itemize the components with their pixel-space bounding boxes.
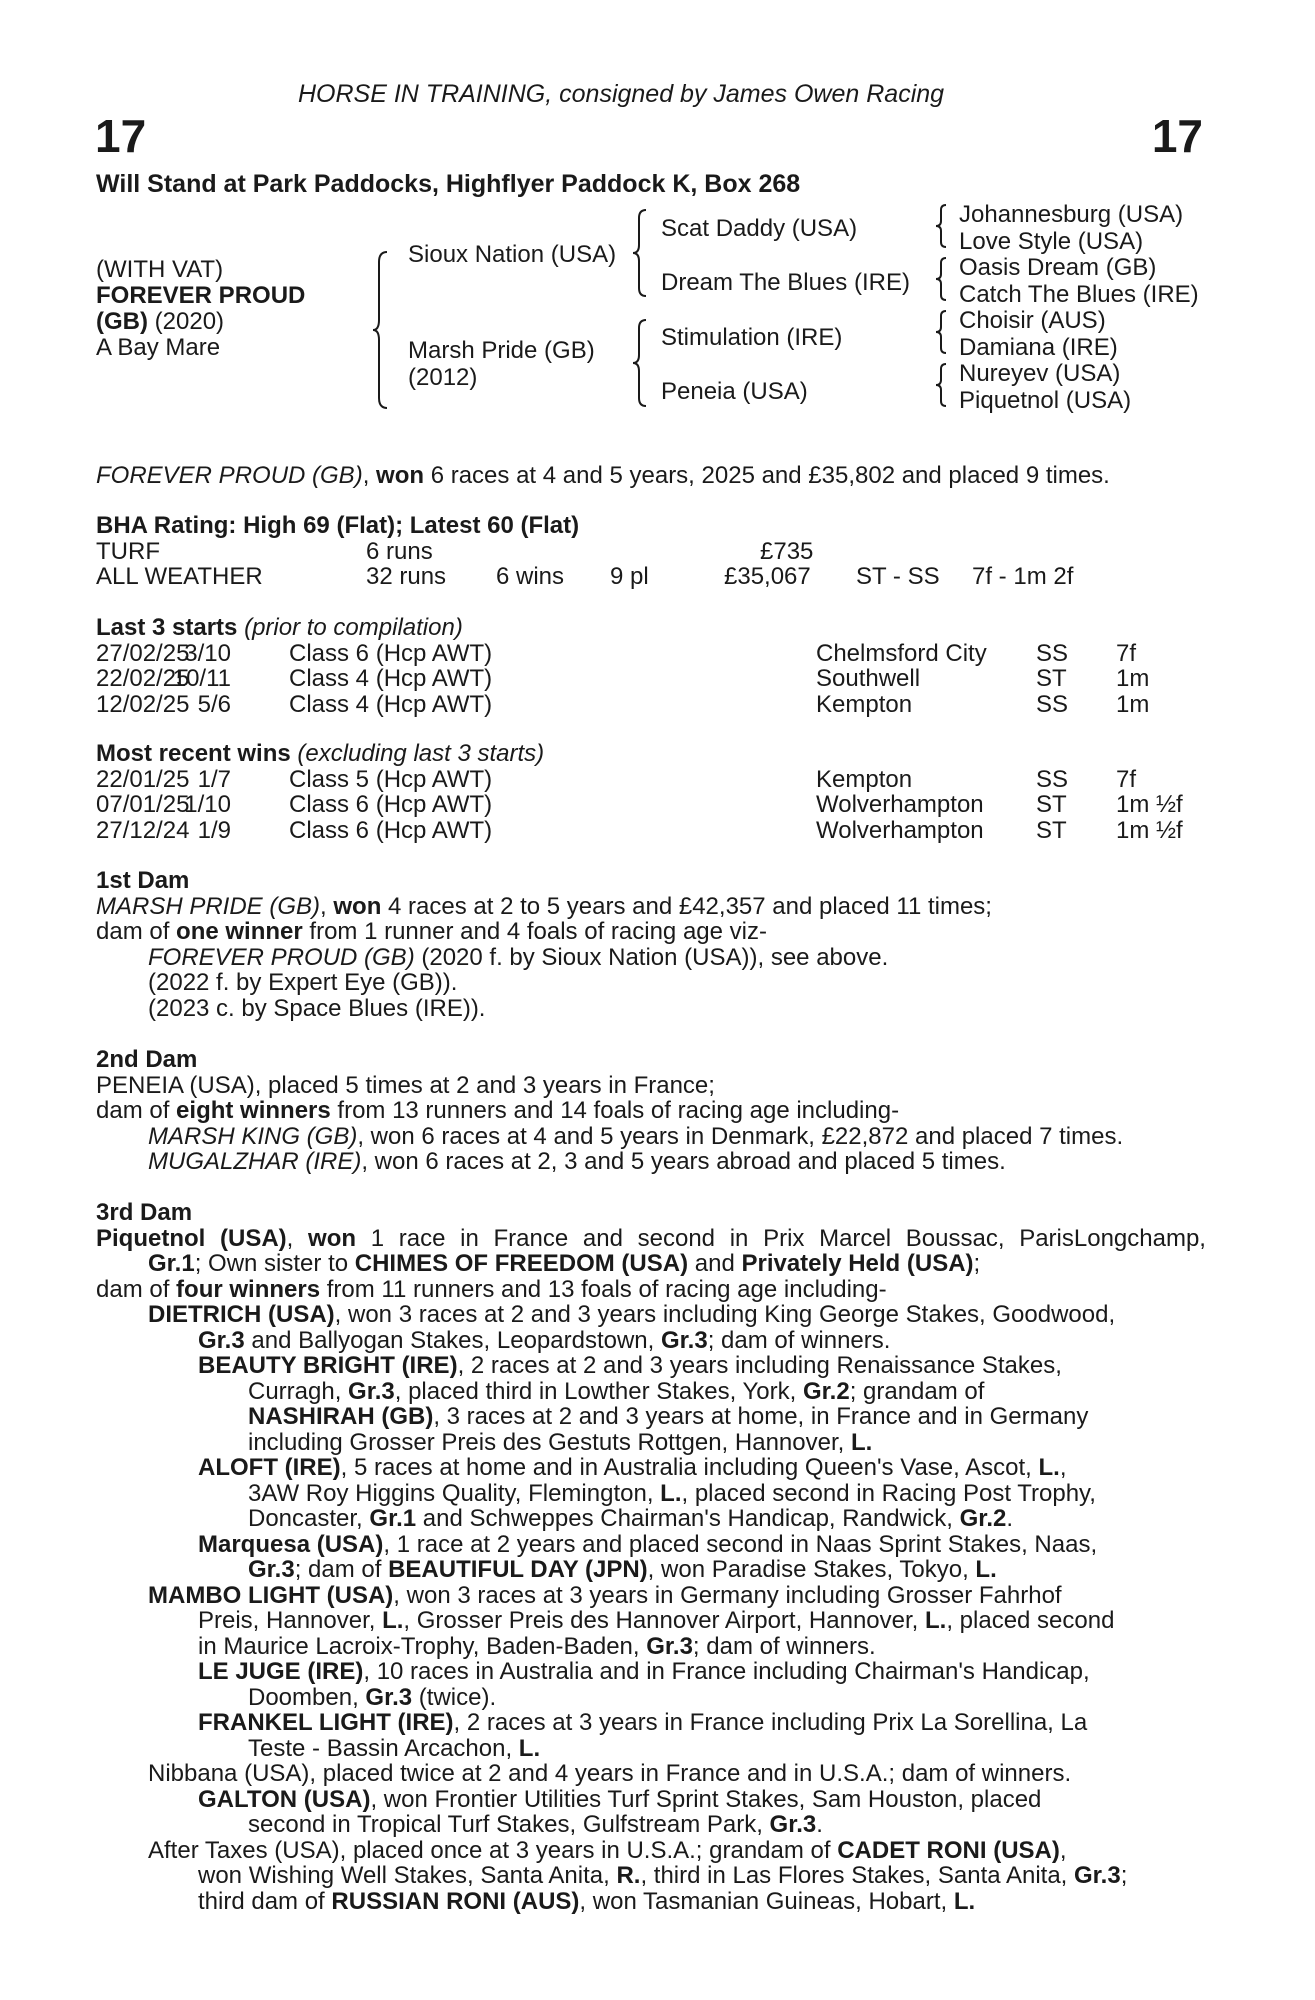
text: , 1 race at 2 years and placed second in Naas Sprint Stakes, Naas, bbox=[383, 1530, 1098, 1558]
start-position: 10/11 bbox=[172, 665, 231, 692]
win-date: 07/01/25 bbox=[96, 791, 190, 818]
offspring-name: RUSSIAN RONI (AUS) bbox=[331, 1887, 580, 1915]
text: (2020 f. by Sioux Nation (USA)), see above. bbox=[414, 943, 889, 971]
start-position: 5/6 bbox=[197, 690, 231, 718]
win-position: 1/10 bbox=[184, 791, 231, 818]
text: Preis, Hannover, bbox=[198, 1607, 383, 1634]
offspring-name: DIETRICH (USA) bbox=[148, 1301, 335, 1328]
grade: Gr.2 bbox=[959, 1505, 1007, 1532]
third-dam-line bbox=[96, 1838, 1206, 1864]
text: , won Tasmanian Guineas, Hobart, bbox=[579, 1887, 954, 1915]
text: , bbox=[286, 1224, 309, 1252]
text: dam of bbox=[96, 918, 177, 945]
text: 1 race in France and second in Prix Marcel Boussac, ParisLongchamp, bbox=[356, 1224, 1206, 1252]
text: and Schweppes Chairman's Handicap, Randwick, bbox=[416, 1505, 960, 1532]
pedigree-sire-sire: Scat Daddy (USA) bbox=[661, 215, 858, 242]
win-surface: ST bbox=[1036, 791, 1067, 818]
text: . bbox=[1006, 1505, 1014, 1532]
win-course: Wolverhampton bbox=[816, 791, 984, 818]
comma: , bbox=[320, 892, 334, 920]
winner-count: eight winners bbox=[176, 1097, 331, 1124]
pedigree-g7: Nureyev (USA) bbox=[959, 360, 1121, 387]
wins-note: (excluding last 3 starts) bbox=[290, 740, 545, 767]
text: , won 6 races at 4 and 5 years in Denmark, £22,872 and placed 7 times. bbox=[357, 1122, 1124, 1150]
third-dam-line: Nibbana (USA), placed twice at 2 and 4 years in France and in U.S.A.; dam of winners. bbox=[148, 1760, 1072, 1787]
wins-heading-line bbox=[96, 741, 1206, 767]
third-dam-line bbox=[96, 1226, 1206, 1252]
sibling-name: CHIMES OF FREEDOM (USA) bbox=[354, 1250, 689, 1277]
third-dam-line bbox=[96, 1455, 1206, 1481]
third-dam-heading: 3rd Dam bbox=[96, 1199, 193, 1226]
text: Curragh, bbox=[248, 1377, 349, 1405]
summary-comma: , bbox=[362, 462, 377, 489]
text: third dam of bbox=[198, 1887, 332, 1915]
text: , 2 races at 2 and 3 years including Renaissance Stakes, bbox=[457, 1352, 1062, 1379]
third-dam-line bbox=[96, 1379, 1206, 1405]
offspring-name: FOREVER PROUD (GB) bbox=[148, 943, 415, 971]
win-class: Class 6 (Hcp AWT) bbox=[289, 816, 493, 844]
start-class: Class 6 (Hcp AWT) bbox=[289, 639, 493, 667]
text: , bbox=[1059, 1454, 1067, 1481]
start-surface: ST bbox=[1036, 665, 1067, 692]
text: , won Paradise Stakes, Tokyo, bbox=[647, 1556, 976, 1583]
aw-prize: £35,067 bbox=[724, 563, 811, 590]
last-3-starts bbox=[96, 615, 1206, 717]
text: 3AW Roy Higgins Quality, Flemington, bbox=[248, 1479, 661, 1507]
dam-name: MARSH PRIDE (GB) bbox=[96, 892, 321, 920]
all-weather-row bbox=[96, 564, 1206, 590]
start-course: Southwell bbox=[816, 665, 921, 692]
text: Teste - Bassin Arcachon, bbox=[248, 1734, 519, 1762]
offspring-name: MAMBO LIGHT (USA) bbox=[148, 1581, 394, 1609]
text: , placed third in Lowther Stakes, York, bbox=[394, 1377, 803, 1405]
grade: Gr.3 bbox=[1074, 1862, 1121, 1889]
second-dam-line bbox=[96, 1149, 1206, 1175]
third-dam-line bbox=[96, 1430, 1206, 1456]
grade: Gr.3 bbox=[769, 1811, 817, 1838]
third-dam-line bbox=[96, 1659, 1206, 1685]
pedigree-g8: Piquetnol (USA) bbox=[959, 386, 1132, 414]
text: ; bbox=[1120, 1862, 1128, 1889]
offspring-name: Marquesa (USA) bbox=[198, 1530, 384, 1558]
win-row bbox=[96, 792, 1206, 818]
third-dam-line bbox=[96, 1328, 1206, 1354]
pedigree-dam bbox=[408, 337, 595, 391]
text: , won 3 races at 2 and 3 years including King George Stakes, Goodwood, bbox=[334, 1301, 1116, 1328]
grade: L. bbox=[660, 1479, 682, 1507]
start-class: Class 4 (Hcp AWT) bbox=[289, 690, 493, 718]
win-position: 1/9 bbox=[197, 816, 231, 844]
win-row bbox=[96, 818, 1206, 844]
summary-rest: 6 races at 4 and 5 years, 2025 and £35,802 and placed 9 times. bbox=[424, 462, 1110, 489]
pedigree-g3: Oasis Dream (GB) bbox=[959, 254, 1157, 281]
aw-runs: 32 runs bbox=[366, 563, 447, 590]
text: , placed second in Racing Post Trophy, bbox=[681, 1479, 1096, 1507]
third-dam-line bbox=[96, 1302, 1206, 1328]
last3-row bbox=[96, 641, 1206, 667]
text: , third in Las Flores Stakes, Santa Anita, bbox=[640, 1862, 1074, 1889]
turf-runs: 6 runs bbox=[366, 537, 433, 565]
most-recent-wins bbox=[96, 741, 1206, 843]
pedigree-g6: Damiana (IRE) bbox=[959, 333, 1118, 361]
text: , 10 races in Australia and in France including Chairman's Handicap, bbox=[363, 1658, 1090, 1685]
aw-label: ALL WEATHER bbox=[96, 563, 263, 590]
turf-label: TURF bbox=[96, 537, 160, 565]
offspring-name: NASHIRAH (GB) bbox=[248, 1403, 434, 1430]
offspring-name: MARSH KING (GB) bbox=[148, 1122, 358, 1150]
first-dam-section bbox=[96, 868, 1206, 1021]
start-surface: SS bbox=[1036, 690, 1069, 718]
start-date: 27/02/25 bbox=[96, 639, 190, 667]
win-date: 22/01/25 bbox=[96, 765, 190, 793]
text: second in Tropical Turf Stakes, Gulfstream Park, bbox=[248, 1811, 770, 1838]
last3-row bbox=[96, 692, 1206, 718]
text: in Maurice Lacroix-Trophy, Baden-Baden, bbox=[198, 1632, 647, 1660]
sibling-name: Privately Held (USA) bbox=[741, 1250, 974, 1277]
grade: Gr.2 bbox=[802, 1377, 850, 1405]
winner-count: one winner bbox=[176, 918, 303, 945]
text: , 5 races at home and in Australia including Queen's Vase, Ascot, bbox=[340, 1454, 1039, 1481]
second-dam-line: PENEIA (USA), placed 5 times at 2 and 3 years in France; bbox=[96, 1071, 715, 1099]
win-class: Class 5 (Hcp AWT) bbox=[289, 765, 493, 793]
third-dam-line bbox=[96, 1685, 1206, 1711]
dam-name: Piquetnol (USA) bbox=[96, 1224, 287, 1252]
grade: Gr.3 bbox=[660, 1326, 708, 1354]
text: , placed second bbox=[946, 1607, 1115, 1634]
third-dam-line bbox=[96, 1634, 1206, 1660]
text: , won Frontier Utilities Turf Sprint Stakes, Sam Houston, placed bbox=[370, 1785, 1042, 1813]
text: Doomben, bbox=[248, 1683, 366, 1711]
pedigree-sire-dam: Dream The Blues (IRE) bbox=[661, 269, 910, 296]
third-dam-line bbox=[96, 1787, 1206, 1813]
text: , Grosser Preis des Hannover Airport, Hannover, bbox=[403, 1607, 925, 1634]
third-dam-line bbox=[96, 1277, 1206, 1303]
lot-number-left: 17 bbox=[95, 110, 147, 162]
aw-distance: 7f - 1m 2f bbox=[972, 563, 1074, 590]
pedigree-brace-dam bbox=[630, 318, 650, 408]
winner-count: four winners bbox=[176, 1275, 321, 1303]
text: , 2 races at 3 years in France including Prix La Sorellina, La bbox=[453, 1709, 1088, 1736]
third-dam-line bbox=[96, 1481, 1206, 1507]
text: ; dam of winners. bbox=[707, 1326, 891, 1354]
summary-horse-name: FOREVER PROUD (GB) bbox=[96, 462, 363, 489]
first-dam-heading: 1st Dam bbox=[96, 867, 190, 894]
pedigree-g2: Love Style (USA) bbox=[959, 227, 1144, 255]
offspring-name: BEAUTIFUL DAY (JPN) bbox=[388, 1556, 648, 1583]
win-surface: ST bbox=[1036, 816, 1067, 844]
win-date: 27/12/24 bbox=[96, 816, 190, 844]
wins-heading: Most recent wins bbox=[96, 740, 291, 767]
pedigree-g5: Choisir (AUS) bbox=[959, 307, 1106, 334]
text: ; Own sister to bbox=[194, 1250, 355, 1277]
third-dam-line bbox=[96, 1557, 1206, 1583]
horse-identity bbox=[96, 257, 305, 361]
third-dam-line bbox=[96, 1251, 1206, 1277]
win-class: Class 6 (Hcp AWT) bbox=[289, 791, 493, 818]
aw-surface: ST - SS bbox=[856, 563, 940, 590]
pedigree-brace-g1 bbox=[933, 203, 949, 249]
text: Doncaster, bbox=[248, 1505, 370, 1532]
third-dam-line bbox=[96, 1583, 1206, 1609]
won-label: won bbox=[308, 1224, 357, 1252]
text: from 11 runners and 13 foals of racing age including- bbox=[320, 1275, 887, 1303]
third-dam-line bbox=[96, 1889, 1206, 1915]
start-distance: 7f bbox=[1116, 639, 1137, 667]
pedigree-dam-dam: Peneia (USA) bbox=[661, 378, 808, 405]
text: 4 races at 2 to 5 years and £42,357 and placed 11 times; bbox=[381, 892, 992, 920]
offspring-name: MUGALZHAR (IRE) bbox=[148, 1148, 362, 1175]
third-dam-section bbox=[96, 1200, 1206, 1914]
offspring-name: CADET RONI (USA) bbox=[837, 1836, 1060, 1864]
start-position: 3/10 bbox=[184, 639, 231, 667]
last3-row bbox=[96, 666, 1206, 692]
pedigree-brace-g3 bbox=[933, 309, 949, 355]
second-dam-line bbox=[96, 1098, 1206, 1124]
pedigree-dam-name: Marsh Pride (GB) bbox=[408, 337, 595, 364]
text: ; grandam of bbox=[849, 1377, 985, 1405]
third-dam-line bbox=[96, 1506, 1206, 1532]
pedigree-dam-year: (2012) bbox=[408, 364, 478, 391]
aw-wins: 6 wins bbox=[496, 563, 565, 590]
grade: L. bbox=[925, 1607, 947, 1634]
horse-name: FOREVER PROUD bbox=[96, 282, 306, 309]
horse-year: (2020) bbox=[147, 308, 225, 335]
text: from 1 runner and 4 foals of racing age viz- bbox=[302, 918, 767, 945]
first-dam-line: (2023 c. by Space Blues (IRE)). bbox=[148, 994, 486, 1022]
lot-number-right: 17 bbox=[1151, 110, 1203, 162]
start-date: 22/02/25 bbox=[96, 665, 190, 692]
win-position: 1/7 bbox=[197, 765, 231, 793]
third-dam-line bbox=[96, 1608, 1206, 1634]
text: ; dam of winners. bbox=[692, 1632, 876, 1660]
pedigree-dam-sire: Stimulation (IRE) bbox=[661, 324, 843, 351]
third-dam-line bbox=[96, 1353, 1206, 1379]
grade: Gr.3 bbox=[348, 1377, 395, 1405]
first-dam-line bbox=[96, 945, 1206, 971]
grade: L. bbox=[518, 1734, 541, 1762]
last3-heading: Last 3 starts bbox=[96, 614, 238, 641]
win-distance: 1m ½f bbox=[1116, 791, 1183, 818]
rating-section bbox=[96, 513, 1206, 590]
offspring-name: GALTON (USA) bbox=[198, 1785, 371, 1813]
turf-prize: £735 bbox=[760, 537, 814, 565]
second-dam-line bbox=[96, 1124, 1206, 1150]
grade: Gr.3 bbox=[248, 1556, 295, 1583]
won-label: won bbox=[333, 892, 382, 920]
win-course: Kempton bbox=[816, 765, 913, 793]
race-summary bbox=[96, 463, 1110, 489]
text: from 13 runners and 14 foals of racing age including- bbox=[330, 1097, 900, 1124]
text: dam of bbox=[96, 1275, 177, 1303]
win-row bbox=[96, 767, 1206, 793]
pedigree-sire: Sioux Nation (USA) bbox=[408, 241, 617, 268]
turf-row bbox=[96, 539, 1206, 565]
grade: L. bbox=[382, 1607, 404, 1634]
horse-origin-year bbox=[96, 309, 305, 335]
text: dam of bbox=[96, 1097, 177, 1124]
pedigree-brace-g4 bbox=[933, 362, 949, 408]
grade: Gr.1 bbox=[369, 1505, 417, 1532]
text: and Ballyogan Stakes, Leopardstown, bbox=[244, 1326, 661, 1354]
pedigree-grandparents bbox=[959, 202, 1199, 414]
start-class: Class 4 (Hcp AWT) bbox=[289, 665, 493, 692]
stand-location: Will Stand at Park Paddocks, Highflyer Paddock K, Box 268 bbox=[96, 170, 801, 198]
vat-note: (WITH VAT) bbox=[96, 256, 224, 283]
win-distance: 1m ½f bbox=[1116, 816, 1183, 844]
third-dam-line bbox=[96, 1710, 1206, 1736]
rating-heading: BHA Rating: High 69 (Flat); Latest 60 (Flat) bbox=[96, 512, 580, 539]
text: won Wishing Well Stakes, Santa Anita, bbox=[198, 1862, 617, 1889]
pedigree-brace-horse bbox=[371, 250, 391, 410]
aw-placed: 9 pl bbox=[610, 563, 649, 590]
text: (twice). bbox=[412, 1683, 497, 1711]
horse-description: A Bay Mare bbox=[96, 334, 221, 361]
text: , 3 races at 2 and 3 years at home, in France and in Germany bbox=[433, 1403, 1089, 1430]
win-surface: SS bbox=[1036, 765, 1069, 793]
text: After Taxes (USA), placed once at 3 years in U.S.A.; grandam of bbox=[148, 1836, 838, 1864]
win-course: Wolverhampton bbox=[816, 816, 984, 844]
offspring-name: LE JUGE (IRE) bbox=[198, 1658, 364, 1685]
start-surface: SS bbox=[1036, 639, 1069, 667]
grade: L. bbox=[975, 1556, 997, 1583]
start-date: 12/02/25 bbox=[96, 690, 190, 718]
offspring-name: BEAUTY BRIGHT (IRE) bbox=[198, 1352, 458, 1379]
text: ; dam of bbox=[294, 1556, 389, 1583]
win-distance: 7f bbox=[1116, 765, 1137, 793]
text: , won 3 races at 3 years in Germany including Grosser Fahrhof bbox=[393, 1581, 1062, 1609]
grade: L. bbox=[850, 1428, 873, 1456]
third-dam-line bbox=[96, 1863, 1206, 1889]
text: , won 6 races at 2, 3 and 5 years abroad and placed 5 times. bbox=[361, 1148, 1006, 1175]
pedigree-brace-g2 bbox=[933, 256, 949, 302]
start-distance: 1m bbox=[1116, 665, 1150, 692]
text: . bbox=[816, 1811, 823, 1838]
first-dam-line bbox=[96, 919, 1206, 945]
text: including Grosser Preis des Gestuts Rottgen, Hannover, bbox=[248, 1428, 851, 1456]
last3-heading-line bbox=[96, 615, 1206, 641]
horse-country: (GB) bbox=[96, 308, 148, 335]
consignment-title: HORSE IN TRAINING, consigned by James Owen Racing bbox=[298, 80, 945, 108]
grade: L. bbox=[1038, 1454, 1060, 1481]
grade: R. bbox=[616, 1862, 641, 1889]
start-course: Chelmsford City bbox=[816, 639, 987, 667]
offspring-name: ALOFT (IRE) bbox=[198, 1454, 341, 1481]
grade: Gr.3 bbox=[365, 1683, 413, 1711]
start-distance: 1m bbox=[1116, 690, 1150, 718]
third-dam-line bbox=[96, 1404, 1206, 1430]
grade: L. bbox=[953, 1887, 976, 1915]
grade: Gr.3 bbox=[646, 1632, 693, 1660]
pedigree-brace-sire bbox=[630, 208, 650, 298]
last3-note: (prior to compilation) bbox=[237, 614, 463, 641]
text: ; bbox=[973, 1250, 981, 1277]
pedigree-g1: Johannesburg (USA) bbox=[959, 201, 1184, 228]
grade: Gr.1 bbox=[148, 1250, 195, 1277]
start-course: Kempton bbox=[816, 690, 913, 718]
second-dam-heading: 2nd Dam bbox=[96, 1046, 198, 1073]
grade: Gr.3 bbox=[198, 1326, 245, 1354]
first-dam-line bbox=[96, 894, 1206, 920]
text: , bbox=[1059, 1836, 1067, 1864]
third-dam-line bbox=[96, 1532, 1206, 1558]
text: and bbox=[688, 1250, 742, 1277]
summary-won: won bbox=[376, 462, 425, 489]
offspring-name: FRANKEL LIGHT (IRE) bbox=[198, 1709, 454, 1736]
third-dam-line bbox=[96, 1736, 1206, 1762]
first-dam-line: (2022 f. by Expert Eye (GB)). bbox=[148, 969, 458, 996]
second-dam-section bbox=[96, 1047, 1206, 1175]
pedigree-g4: Catch The Blues (IRE) bbox=[959, 280, 1199, 308]
third-dam-line bbox=[96, 1812, 1206, 1838]
